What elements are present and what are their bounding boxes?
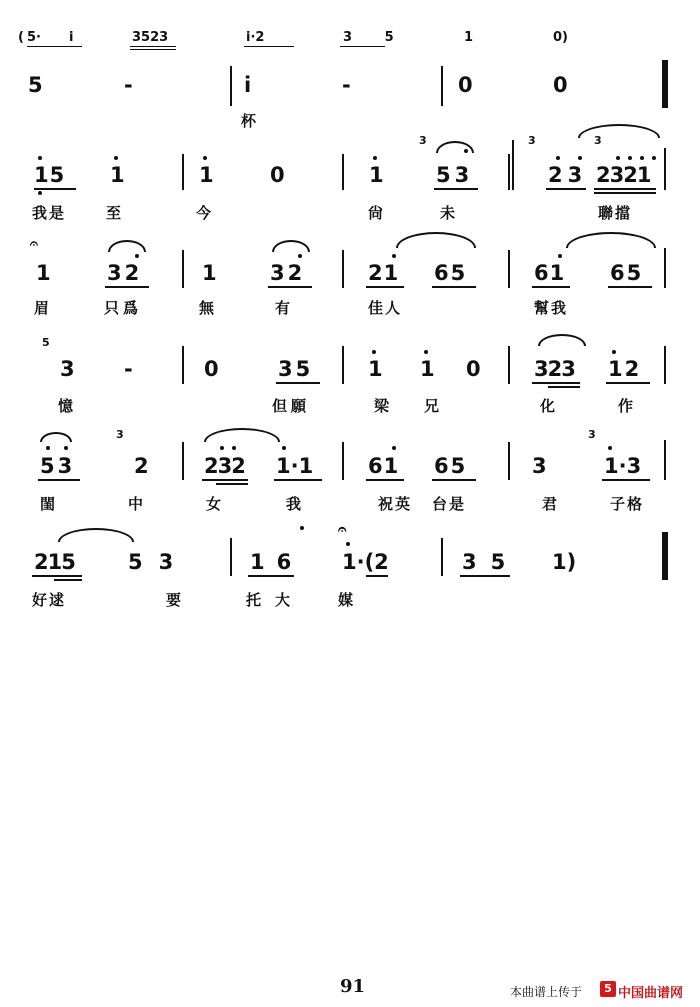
underline <box>548 386 580 388</box>
fermata-icon: 𝄐 <box>30 236 38 252</box>
note: 1 <box>420 357 435 381</box>
bar-line <box>230 538 232 576</box>
note: 1 <box>110 163 125 187</box>
lyric: 媒 <box>338 593 354 609</box>
slur <box>272 240 310 252</box>
note: 0 <box>204 357 219 381</box>
bar-line <box>664 248 666 288</box>
bar-line <box>508 346 510 384</box>
underline <box>434 188 478 190</box>
octave-dot <box>46 446 50 450</box>
note: i <box>244 73 252 97</box>
octave-dot <box>64 446 68 450</box>
note: 3 <box>532 454 547 478</box>
note: 1 <box>368 357 383 381</box>
underline <box>608 286 652 288</box>
final-bar <box>662 532 668 580</box>
underline <box>105 286 149 288</box>
lyric: 子格 <box>610 497 645 513</box>
note-group: 32 <box>107 261 143 285</box>
lyric: 未 <box>440 206 456 222</box>
lyric: 托大 <box>246 593 305 609</box>
octave-dot <box>282 446 286 450</box>
bar-line <box>342 346 344 384</box>
bar-line <box>230 66 232 106</box>
bar-line <box>182 346 184 384</box>
underline <box>54 579 82 581</box>
slur <box>566 232 656 248</box>
intro-note: 3523 <box>132 30 169 45</box>
lyric: 作 <box>618 399 634 415</box>
lyric: 我是 <box>32 206 67 222</box>
lyric: 憶 <box>58 399 74 415</box>
note: 0 <box>553 73 568 97</box>
bar-line <box>512 140 514 190</box>
octave-dot <box>628 156 632 160</box>
lyric: 聯擋 <box>598 206 633 222</box>
note: 3 <box>60 357 75 381</box>
grace-note: 5 <box>42 336 50 349</box>
note-group: 215 <box>34 550 75 574</box>
octave-dot <box>38 191 42 195</box>
underline <box>546 188 586 190</box>
bar-line <box>441 66 443 106</box>
lyric: 閨 <box>40 497 56 513</box>
note-group: 61 <box>368 454 400 478</box>
intro-underline <box>130 46 176 47</box>
note-group: 1·1 <box>276 454 314 478</box>
octave-dot <box>346 542 350 546</box>
note-group: 232 <box>204 454 245 478</box>
bar-line <box>342 442 344 480</box>
note: 1 <box>369 163 384 187</box>
note-group: 65 <box>434 454 468 478</box>
upload-caption: 本曲谱上传于 <box>510 985 583 999</box>
octave-dot <box>608 446 612 450</box>
site-name[interactable]: 中国曲谱网 <box>618 985 684 1000</box>
octave-dot <box>203 156 207 160</box>
lyric: 要 <box>166 593 182 609</box>
note-group: 15 <box>34 163 66 187</box>
bar-line <box>508 250 510 288</box>
octave-dot <box>232 446 236 450</box>
grace-note: 3 <box>594 134 602 147</box>
note: 5 <box>28 73 43 97</box>
underline <box>602 479 650 481</box>
lyric: 只爲 <box>104 301 143 317</box>
lyric: 化 <box>540 399 556 415</box>
note-group: 32 <box>270 261 306 285</box>
note-group: 12 <box>608 357 642 381</box>
note-group: 53 <box>40 454 76 478</box>
octave-dot <box>652 156 656 160</box>
lyric: 女 <box>206 497 222 513</box>
octave-dot <box>114 156 118 160</box>
lyric: 台是 <box>432 497 467 513</box>
note-group: 65 <box>610 261 644 285</box>
note: 0 <box>270 163 285 187</box>
underline <box>216 483 248 485</box>
lyric: 幫我 <box>534 301 569 317</box>
underline <box>248 575 294 577</box>
bar-line <box>342 154 344 190</box>
octave-dot <box>392 446 396 450</box>
site-logo-icon: 5 <box>600 981 616 997</box>
bar-line <box>182 154 184 190</box>
intro-paren: ( <box>18 30 24 45</box>
underline <box>432 286 476 288</box>
underline <box>38 479 80 481</box>
slur <box>396 232 476 248</box>
bar-line <box>342 250 344 288</box>
note-dash: - <box>124 73 133 97</box>
intro-note: 5· <box>27 30 41 45</box>
slur <box>204 428 280 442</box>
slur <box>108 240 146 252</box>
intro-underline <box>27 46 82 47</box>
underline <box>274 479 322 481</box>
note: 1 <box>202 261 217 285</box>
note-group: 16 <box>250 550 304 574</box>
note: 0 <box>458 73 473 97</box>
lyric: 祝英 <box>378 497 413 513</box>
intro-note: 3 5 <box>343 30 408 45</box>
octave-dot <box>392 254 396 258</box>
note-group: 61 <box>534 261 566 285</box>
slur <box>436 141 474 153</box>
bar-line <box>182 250 184 288</box>
lyric: 有 <box>275 301 291 317</box>
lyric: 尙 <box>368 206 384 222</box>
octave-dot <box>424 350 428 354</box>
bar-line <box>441 538 443 576</box>
note-group: 1) <box>552 550 577 574</box>
lyric: 眉 <box>34 301 50 317</box>
octave-dot <box>616 156 620 160</box>
underline <box>366 575 388 577</box>
lyric: 無 <box>199 301 215 317</box>
grace-note: 3 <box>528 134 536 147</box>
note-group: 1·(2 <box>342 550 389 574</box>
underline <box>606 382 650 384</box>
lyric: 但願 <box>272 399 311 415</box>
note-group: 65 <box>434 261 468 285</box>
grace-note: 3 <box>116 428 124 441</box>
octave-dot <box>612 350 616 354</box>
intro-note: 0) <box>553 30 568 45</box>
lyric: 今 <box>196 206 212 222</box>
octave-dot <box>38 156 42 160</box>
octave-dot <box>298 254 302 258</box>
lyric: 至 <box>106 206 122 222</box>
bar-line <box>664 440 666 480</box>
slur <box>58 528 134 542</box>
slur <box>578 124 660 138</box>
bar-line <box>664 148 666 190</box>
bar-line <box>664 346 666 384</box>
lyric: 君 <box>542 497 558 513</box>
lyric: 中 <box>128 497 144 513</box>
page-number: 91 <box>340 976 366 997</box>
grace-note: 3 <box>419 134 427 147</box>
underline <box>594 188 656 190</box>
octave-dot <box>640 156 644 160</box>
note-group: 23 <box>548 163 588 187</box>
intro-underline <box>244 46 294 47</box>
octave-dot <box>220 446 224 450</box>
lyric: 梁 <box>374 399 390 415</box>
bar-line <box>508 154 510 190</box>
lyric: 好逑 <box>32 593 67 609</box>
octave-dot <box>464 149 468 153</box>
underline <box>532 382 580 384</box>
note-dash: - <box>124 357 133 381</box>
underline <box>432 479 476 481</box>
intro-underline <box>340 46 385 47</box>
note-dash: - <box>342 73 351 97</box>
note-group: 1·3 <box>604 454 642 478</box>
final-bar <box>662 60 668 108</box>
underline <box>202 479 248 481</box>
intro-note: 1 <box>464 30 474 45</box>
octave-dot <box>372 350 376 354</box>
note-group: 53 <box>128 550 190 574</box>
note-group: 323 <box>534 357 575 381</box>
octave-dot <box>556 156 560 160</box>
underline <box>366 286 404 288</box>
octave-dot <box>373 156 377 160</box>
note: 0 <box>466 357 481 381</box>
underline <box>276 382 320 384</box>
note: 2 <box>134 454 149 478</box>
note-group: 21 <box>368 261 400 285</box>
lyric: 兄 <box>424 399 440 415</box>
note-group: 35 <box>278 357 314 381</box>
underline <box>268 286 312 288</box>
lyric: 杯 <box>241 114 257 130</box>
grace-note: 3 <box>588 428 596 441</box>
lyric: 佳人 <box>368 301 403 317</box>
slur <box>40 432 72 442</box>
fermata-icon: 𝄐 <box>338 520 347 538</box>
bar-line <box>182 442 184 480</box>
underline <box>532 286 570 288</box>
lyric: 我 <box>286 497 302 513</box>
octave-dot <box>135 254 139 258</box>
octave-dot <box>558 254 562 258</box>
note: 1 <box>36 261 51 285</box>
intro-underline <box>130 49 176 50</box>
octave-dot <box>300 526 304 530</box>
underline <box>460 575 510 577</box>
slur <box>538 334 586 346</box>
octave-dot <box>578 156 582 160</box>
intro-note: i·2 <box>246 30 265 45</box>
note-group: 53 <box>436 163 474 187</box>
note-group: 2321 <box>596 163 651 187</box>
underline <box>366 479 404 481</box>
underline <box>594 192 656 194</box>
underline <box>34 188 76 190</box>
note: 1 <box>199 163 214 187</box>
intro-note: i <box>69 30 74 45</box>
note-group: 35 <box>462 550 520 574</box>
underline <box>32 575 82 577</box>
bar-line <box>508 442 510 480</box>
